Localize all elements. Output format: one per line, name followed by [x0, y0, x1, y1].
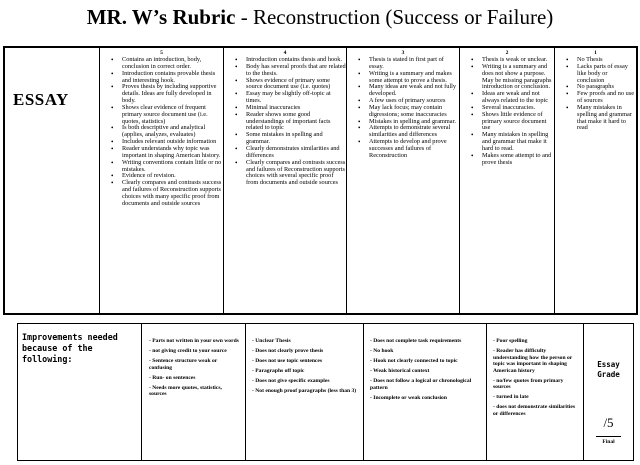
- criterion: • Some mistakes in spelling and grammar.: [246, 132, 346, 146]
- criterion: • Ideas are weak and not always related to the topic: [482, 91, 554, 105]
- score-3-column: [347, 48, 460, 313]
- criterion: • Many mistakes in spelling and grammar that make it hard to read: [577, 105, 636, 132]
- improvement-item: - Run- on sentences: [149, 374, 196, 381]
- criterion: • Many ideas are weak and not fully developed.: [369, 84, 459, 98]
- score-5-header: 5: [160, 50, 163, 56]
- improvement-item: - Does not follow a logical or chronological pattern: [370, 377, 472, 391]
- criterion: • Lacks parts of essay like body or conclusion: [577, 64, 636, 85]
- improvement-item: - Needs more quotes, statistics, sources: [149, 384, 222, 398]
- improvement-item: - Does not clearly prove thesis: [252, 347, 324, 354]
- improvements-list: [252, 338, 357, 395]
- improvement-item: - No hook: [370, 347, 394, 354]
- improvements-column-spelling: [487, 324, 584, 460]
- criterion: • Includes relevant outside information: [122, 139, 223, 146]
- improvements-label-cell: [18, 324, 142, 460]
- criterion: • Reader understands why topic was important in shaping American history.: [122, 146, 223, 160]
- improvement-item: - not giving credit to your source: [149, 347, 227, 354]
- score-1-criteria: [555, 57, 636, 132]
- rubric-title-bold: MR. W’s Rubric: [86, 5, 236, 29]
- criterion: • Makes some attempt to and prove thesis: [482, 153, 554, 167]
- improvements-list: [370, 338, 480, 401]
- rubric-title: [0, 4, 640, 30]
- criterion: • Minimal inaccuracies: [246, 105, 346, 112]
- essay-grade-title-line1: Essay: [597, 360, 620, 369]
- improvements-label: Improvements needed because of the following:: [22, 332, 118, 364]
- score-4-column: [224, 48, 347, 313]
- essay-grade-title: [584, 360, 633, 380]
- criterion: • Is both descriptive and analytical (applies, analyzes, evaluates): [122, 125, 223, 139]
- improvement-item: - Does not use topic sentences: [252, 357, 323, 364]
- rubric-title-topic: - Reconstruction (Success or Failure): [235, 5, 554, 29]
- criterion: • A few uses of primary sources: [369, 98, 459, 105]
- improvement-item: - Reader has difficulty understanding how the person or topic was important in shaping American history: [493, 347, 573, 374]
- criterion: • Proves thesis by including supportive details. Ideas are fully developed in body.: [122, 84, 223, 105]
- criterion: • Writing conventions contain little or no mistakes.: [122, 160, 223, 174]
- criterion: • No paragraphs: [577, 84, 636, 91]
- criterion: • Clearly demonstrates similarities and differences: [246, 146, 346, 160]
- criterion: • Writing is a summary and does not show a purpose. May be missing paragraphs introduction or conclusion.: [482, 64, 554, 91]
- criterion: • Evidence of revision.: [122, 173, 223, 180]
- criterion: • Shows evidence of primary some source document use (i.e. quotes): [246, 78, 346, 92]
- criterion: • Writing is a summary and makes some attempt to prove a thesis.: [369, 71, 459, 85]
- rubric-row-label-cell: [5, 48, 100, 313]
- score-4-header: 4: [283, 50, 287, 56]
- criterion: • Clearly compares and contrasts success and failures of Reconstruction supports choices with several specific proof from documents and outside sources: [246, 160, 346, 187]
- criterion: • Thesis is weak or unclear.: [482, 57, 554, 64]
- improvements-column-thesis: [246, 324, 364, 460]
- score-2-column: [460, 48, 555, 313]
- improvements-column-style: [142, 324, 246, 460]
- improvements-list: [149, 338, 239, 398]
- score-4-criteria: [224, 57, 346, 187]
- score-5-column: [100, 48, 224, 313]
- criterion: • Attempts to demonstrate several similarities and differences: [369, 125, 459, 139]
- essay-grade-final-label: Final: [602, 439, 615, 445]
- improvement-item: - Incomplete or weak conclusion: [370, 394, 447, 401]
- criterion: • Mistakes in spelling and grammar.: [369, 119, 459, 126]
- criterion: • Body has several proofs that are related to the thesis.: [246, 64, 346, 78]
- improvements-column-requirements: [364, 324, 487, 460]
- criterion: • Introduction contains thesis and hook.: [246, 57, 346, 64]
- essay-grade-score: /5: [603, 415, 614, 430]
- improvement-item: - Does not complete task requirements: [370, 338, 462, 344]
- criterion: • Thesis is stated in first part of essay.: [369, 57, 459, 71]
- essay-grade-underline: [596, 436, 621, 437]
- improvement-item: - Unclear Thesis: [252, 338, 291, 344]
- improvement-item: - Hook not clearly connected to topic: [370, 357, 458, 364]
- improvement-item: - Not enough proof paragraphs (less than 3): [252, 387, 357, 394]
- score-2-criteria: [460, 57, 554, 167]
- improvement-item: - turned in late: [493, 394, 529, 401]
- essay-grade-cell: [584, 324, 633, 460]
- improvement-item: - Poor spelling: [493, 338, 528, 344]
- criterion: • Many mistakes in spelling and grammar that make it hard to read.: [482, 132, 554, 153]
- improvement-item: - Weak historical context: [370, 367, 430, 374]
- rubric-table: [3, 46, 638, 315]
- score-2-header: 2: [505, 50, 509, 56]
- improvement-item: - Parts not written in your own words: [149, 338, 239, 344]
- criterion: • Attempts to develop and prove successes and failures of Reconstruction: [369, 139, 459, 160]
- improvements-list: [493, 338, 578, 418]
- criterion: • Shows little evidence of primary source document use: [482, 112, 554, 133]
- improvement-item: - Does not give specific examples: [252, 377, 330, 384]
- essay-row-label: ESSAY: [13, 90, 69, 109]
- improvement-item: - Sentence structure weak or confusing: [149, 357, 218, 371]
- improvement-item: - does not demonstrate similarities or differences: [493, 404, 576, 417]
- improvement-item: - no/few quotes from primary sources: [493, 377, 564, 391]
- criterion: • Shows clear evidence of frequent primary source document use (i.e. quotes, statistics): [122, 105, 223, 126]
- score-1-header: 1: [594, 50, 597, 56]
- score-1-column: [555, 48, 636, 313]
- criterion: • Introduction contains provable thesis and interesting hook.: [122, 71, 223, 85]
- essay-grade-title-line2: Grade: [597, 370, 620, 379]
- criterion: • Several inaccuracies.: [482, 105, 554, 112]
- criterion: • Clearly compares and contrasts success and failures of Reconstruction supports choices with many specific proof from documents and outside sources: [122, 180, 223, 207]
- criterion: • Essay may be slightly off-topic at times.: [246, 91, 346, 105]
- score-3-header: 3: [401, 50, 405, 56]
- criterion: • May lack focus; may contain digressions; some inaccuracies: [369, 105, 459, 119]
- improvement-item: - Paragraphs off topic: [252, 367, 305, 374]
- improvements-table: [17, 323, 634, 461]
- score-3-criteria: [347, 57, 459, 160]
- criterion: • Reader shows some good understandings of important facts related to topic: [246, 112, 346, 133]
- score-5-criteria: [100, 57, 223, 208]
- criterion: • Contains an introduction, body, conclusion in correct order.: [122, 57, 223, 71]
- criterion: • Few proofs and no use of sources: [577, 91, 636, 105]
- criterion: • No Thesis: [577, 57, 636, 64]
